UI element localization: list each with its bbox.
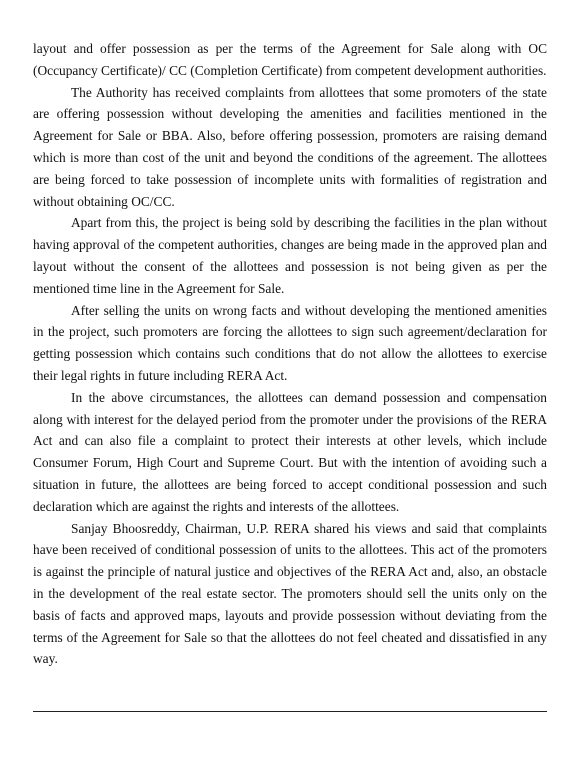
document-body [33, 38, 547, 670]
paragraph-agreement-declaration: After selling the units on wrong facts and without developing the mentioned amenities in the project, such promoters are forcing the allottees to sign such agreement/declaration for getting possession which contains such conditions that do not allow the allottees to exercise their legal rights in future including RERA Act. [33, 302, 547, 383]
paragraph-project-sold: Apart from this, the project is being sold by describing the facilities in the plan without having approval of the competent authorities, changes are being made in the approved plan and layout without the consent of the allottees and possession is not being given as per the mentioned time line in the Agreement for Sale. [33, 215, 547, 296]
paragraph-chairman-views: Sanjay Bhoosreddy, Chairman, U.P. RERA shared his views and said that complaints have been received of conditional possession of units to the allottees. This act of the promoters is against the principle of natural justice and objectives of the RERA Act and, also, an obstacle in the development of the real estate sector. The promoters should sell the units only on the basis of facts and approved maps, layouts and provide possession without deviating from the terms of the Agreement for Sale so that the allottees do not feel cheated and dissatisfied in any way. [33, 520, 547, 667]
paragraph-continuation: layout and offer possession as per the terms of the Agreement for Sale along with OC (Occupancy Certificate)/ CC (Completion Certificate) from competent development authorities. [33, 41, 547, 78]
paragraph-circumstances: In the above circumstances, the allottees can demand possession and compensation along with interest for the delayed period from the promoter under the provisions of the RERA Act and can also file a complaint to protect their interests at other levels, which include Consumer Forum, High Court and Supreme Court. But with the intention of avoiding such a situation in future, the allottees are being forced to accept conditional possession and such declaration which are against the rights and interests of the allottees. [33, 389, 547, 514]
paragraph-complaints: The Authority has received complaints from allottees that some promoters of the state are offering possession without developing the amenities and facilities mentioned in the Agreement for Sale or BBA. Also, before offering possession, promoters are raising demand which is more than cost of the unit and beyond the conditions of the agreement. The allottees are being forced to take possession of incomplete units with formalities of registration and without obtaining OC/CC. [33, 84, 547, 209]
bottom-divider [33, 711, 547, 712]
